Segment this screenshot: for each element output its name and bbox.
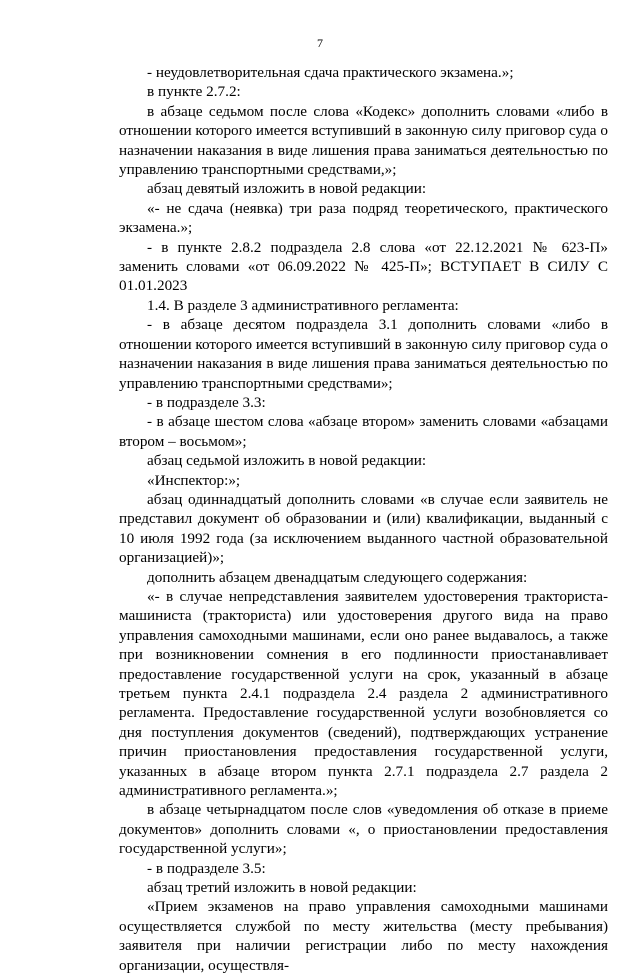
paragraph: - в абзаце десятом подраздела 3.1 дополнить словами «либо в отношении которого имеется вступивший в законную силу приговор суда о назначении наказания в виде лишения права заниматься деятельностью по управлению транспортными средствами»; xyxy=(119,316,608,392)
paragraph: абзац третий изложить в новой редакции: xyxy=(147,879,417,897)
paragraph: «- не сдача (неявка) три раза подряд теоретического, практического экзамена.»; xyxy=(119,199,608,237)
paragraph: - в подразделе 3.5: xyxy=(147,859,266,877)
paragraph: абзац седьмой изложить в новой редакции: xyxy=(147,452,427,470)
paragraph: «Инспектор:»; xyxy=(147,471,241,489)
paragraph: - в пункте 2.8.2 подраздела 2.8 слова «от 22.12.2021 № 623-П» заменить словами «от 06.09.2022 № 425-П»; ВСТУПАЕТ В СИЛУ С 01.01.2023 xyxy=(119,238,608,295)
document-body xyxy=(119,63,608,975)
paragraph: абзац девятый изложить в новой редакции: xyxy=(147,180,427,198)
paragraph: дополнить абзацем двенадцатым следующего содержания: xyxy=(147,568,528,586)
page-number: 7 xyxy=(317,36,323,50)
paragraph: - в абзаце шестом слова «абзаце втором» заменить словами «абзацами втором – восьмом»; xyxy=(119,413,608,450)
section-heading: 1.4. В разделе 3 административного регламента: xyxy=(147,296,459,314)
paragraph: «Прием экзаменов на право управления самоходными машинами осуществляется службой по месту жительства (месту пребывания) заявителя при наличии регистрации либо по месту нахождения организации, осуществля- xyxy=(119,898,608,974)
paragraph: - неудовлетворительная сдача практического экзамена.»; xyxy=(147,64,514,81)
paragraph: абзац одиннадцатый дополнить словами «в случае если заявитель не представил документ об образовании и (или) квалификации, выданный с 10 июля 1992 года (за исключением выданного частной образовательной организацией)»; xyxy=(119,490,608,567)
paragraph: в абзаце седьмом после слова «Кодекс» дополнить словами «либо в отношении которого имеется вступивший в законную силу приговор суда о назначении наказания в виде лишения права заниматься деятельностью по управлению транспортными средствами,»; xyxy=(119,102,608,179)
paragraph: в абзаце четырнадцатом после слов «уведомления об отказе в приеме документов» дополнить словами «, о приостановлении предоставления государственной услуги»; xyxy=(119,801,608,858)
paragraph: в пункте 2.7.2: xyxy=(147,83,241,101)
paragraph: «- в случае непредставления заявителем удостоверения тракториста-машиниста (тракториста) или удостоверения другого вида на право управления самоходными машинами, если оно ранее выдавалось, а также при возникновении сомнения в его подлинности приостанавливает предоставление государственной услуги на срок, указанный в абзаце третьем пункта 2.4.1 подраздела 2.4 раздела 2 административного регламента. Предоставление государственной услуги возобновляется со дня поступления документов (сведений), подтверждающих устранение причин приостановления предоставления государственной услуги, указанных в абзаце втором пункта 2.7.1 подраздела 2.7 раздела 2 административного регламента.»; xyxy=(119,587,608,800)
paragraph: - в подразделе 3.3: xyxy=(147,393,266,411)
